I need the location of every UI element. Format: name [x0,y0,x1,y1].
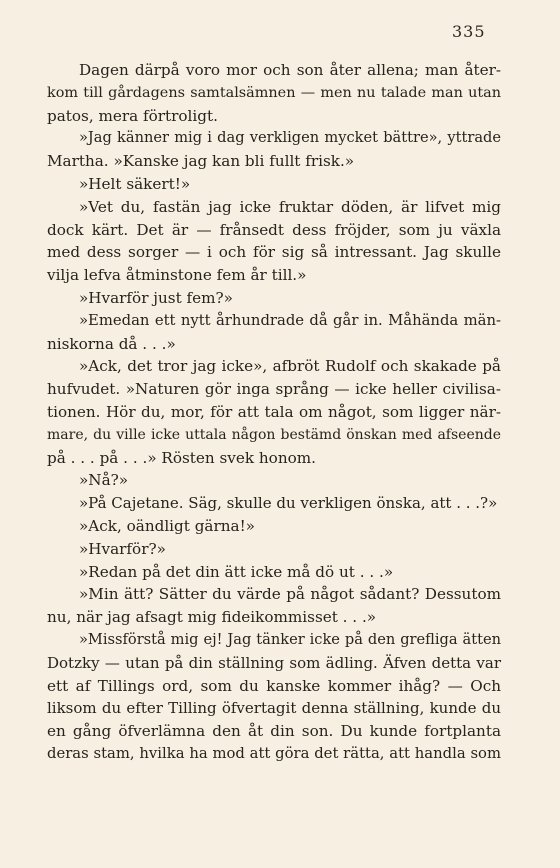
text-line: »Jag känner mig i dag verkligen mycket bättre», yttrade [79,129,501,147]
text-line: vilja lefva åtminstone fem år till.» [47,266,307,285]
text-line: patos, mera förtroligt. [47,106,218,125]
text-line: deras stam, hvilka ha mod att göra det rätta, att handla som [47,744,501,762]
text-line: »Redan på det din ätt icke må dö ut . . .» [79,562,394,581]
text-line: dock kärt. Det är — frånsedt dess fröjder, som ju växla [47,220,501,239]
text-line: Martha. »Kanske jag kan bli fullt frisk.» [47,152,355,171]
text-line: Dotzky — utan på din ställning som ädling. Äfven detta var [47,653,501,672]
text-line: »Ack, det tror jag icke», afbröt Rudolf och skakade på [79,357,501,376]
text-line: på . . . på . . .» Rösten svek honom. [47,448,316,467]
text-line: kom till gårdagens samtalsämnen — men nu talade man utan [47,84,501,101]
text-line: liksom du efter Tilling öfvertagit denna ställning, kunde du [47,699,501,718]
text-line: niskorna då . . .» [47,334,176,353]
text-line: »På Cajetane. Säg, skulle du verkligen önska, att . . .?» [79,494,498,513]
text-line: »Hvarför?» [79,539,166,558]
text-line: mare, du ville icke uttala någon bestämd önskan med afseende [47,426,501,443]
body-text [47,59,501,766]
text-line: »Ack, oändligt gärna!» [79,516,255,535]
text-line: ett af Tillings ord, som du kanske kommer ihåg? — Och [47,676,501,695]
text-line: »Min ätt? Sätter du värde på något sådant? Dessutom [79,585,501,604]
page-number: 335 [452,22,486,41]
text-line: Dagen därpå voro mor och son åter allena; man åter- [79,61,501,79]
text-line: hufvudet. »Naturen gör inga språng — icke heller civilisa- [47,380,501,399]
text-line: en gång öfverlämna den åt din son. Du kunde fortplanta [47,722,501,741]
text-line: »Vet du, fastän jag icke fruktar döden, är lifvet mig [79,197,501,216]
text-line: med dess sorger — i och för sig så intressant. Jag skulle [47,243,501,262]
text-line: »Helt säkert!» [79,174,191,193]
text-line: nu, när jag afsagt mig fideikommisset . . .» [47,608,377,627]
text-line: »Missförstå mig ej! Jag tänker icke på den grefliga ätten [79,630,501,648]
text-line: »Hvarför just fem?» [79,288,233,307]
text-line: »Nå?» [79,471,129,490]
text-line: »Emedan ett nytt århundrade då går in. Måhända män- [79,311,501,329]
text-line: tionen. Hör du, mor, för att tala om något, som ligger när- [47,402,501,421]
